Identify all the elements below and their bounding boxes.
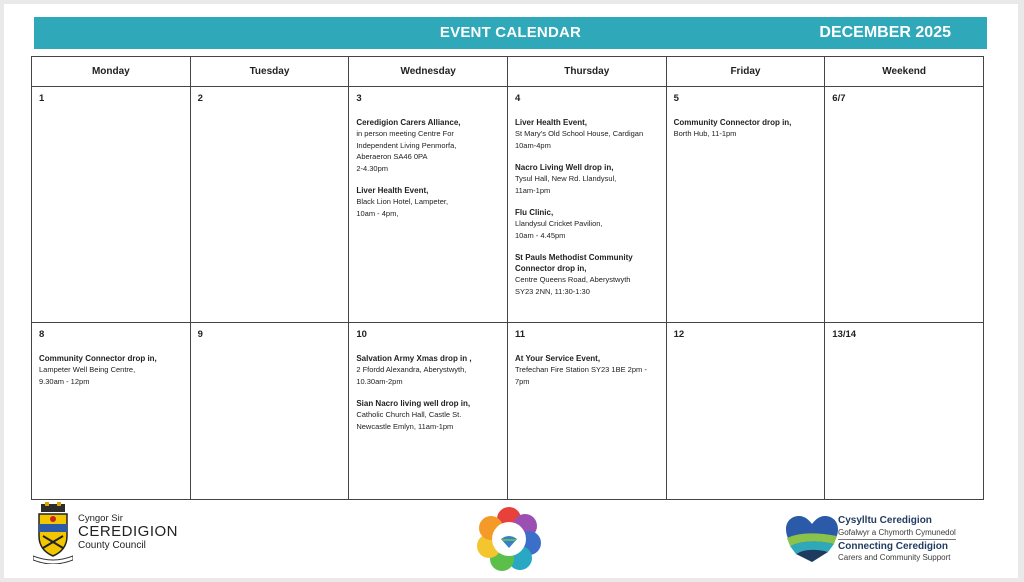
- flower-logo-icon: [476, 506, 542, 572]
- day-cell: [507, 87, 666, 323]
- event-item: [674, 117, 819, 140]
- day-number: 6/7: [832, 93, 846, 104]
- event-title: Liver Health Event,: [356, 186, 429, 195]
- event-item: [515, 117, 660, 151]
- event-title: Liver Health Event,: [514, 118, 587, 127]
- day-number: 11: [514, 329, 526, 340]
- event-detail: SY23 2NN, 11:30-1:30: [514, 286, 590, 296]
- header-weekend: Weekend: [825, 57, 984, 87]
- day-cell: [32, 323, 191, 500]
- header-banner: [34, 17, 987, 49]
- day-cell: [190, 87, 349, 323]
- event-detail: 2 Ffordd Alexandra, Aberystwyth,: [356, 365, 467, 374]
- day-number: 1: [39, 93, 45, 104]
- day-number: 9: [197, 329, 203, 340]
- council-logo: [33, 502, 193, 566]
- day-cell: [190, 323, 349, 500]
- calendar-grid: [31, 56, 984, 500]
- event-item: [515, 252, 660, 297]
- council-line1: Cyngor Sir: [78, 513, 123, 524]
- event-detail: Black Lion Hotel, Lampeter,: [356, 197, 449, 206]
- event-detail: 7pm: [514, 376, 530, 386]
- event-title: St Pauls Methodist Community Connector drop in,: [514, 253, 633, 273]
- day-number: 5: [673, 93, 679, 104]
- event-detail: Borth Hub, 11-1pm: [673, 129, 737, 138]
- event-detail: 10am - 4.45pm: [514, 230, 566, 240]
- event-title: Sian Nacro living well drop in,: [356, 399, 471, 408]
- event-detail: Aberaeron SA46 0PA: [356, 152, 428, 161]
- day-number: 2: [197, 93, 203, 104]
- event-title: Nacro Living Well drop in,: [514, 163, 614, 172]
- event-detail: Catholic Church Hall, Castle St.: [356, 410, 462, 419]
- day-cell: [349, 87, 508, 323]
- event-detail: Independent Living Penmorfa,: [356, 140, 457, 150]
- event-title: Community Connector drop in,: [673, 118, 792, 127]
- event-title: At Your Service Event,: [514, 354, 601, 363]
- council-crest-icon: [33, 502, 73, 564]
- header-friday: Friday: [666, 57, 825, 87]
- day-cell: [825, 87, 984, 323]
- day-number: 4: [514, 93, 521, 104]
- weekday-header-row: [32, 57, 984, 87]
- header-thursday: Thursday: [507, 57, 666, 87]
- event-item: [356, 185, 501, 219]
- page-title: EVENT CALENDAR: [439, 24, 582, 41]
- day-cell: [32, 87, 191, 323]
- event-detail: 10am-4pm: [514, 140, 551, 150]
- event-detail: 9.30am - 12pm: [39, 376, 90, 386]
- connecting-line4: Carers and Community Support: [838, 553, 951, 562]
- header-wednesday: Wednesday: [349, 57, 508, 87]
- connecting-ceredigion-name: [838, 515, 956, 563]
- day-number: 8: [39, 329, 45, 340]
- week-row: [32, 87, 984, 323]
- event-detail: 11am-1pm: [514, 185, 551, 195]
- event-item: [356, 398, 501, 432]
- day-number: 13/14: [832, 329, 857, 340]
- day-cell: [666, 87, 825, 323]
- day-cell: [507, 323, 666, 500]
- month-label: DECEMBER 2025: [819, 24, 951, 41]
- event-detail: St Mary's Old School House, Cardigan: [514, 129, 644, 138]
- council-name: [78, 513, 178, 552]
- header-monday: Monday: [32, 57, 191, 87]
- event-title: Flu Clinic,: [514, 208, 554, 217]
- event-title: Community Connector drop in,: [39, 354, 157, 363]
- event-detail: 2-4.30pm: [356, 163, 388, 173]
- event-detail: 10am - 4pm,: [356, 208, 399, 218]
- event-item: [515, 353, 660, 387]
- connecting-line2: Gofalwyr a Chymorth Cymunedol: [838, 528, 956, 537]
- day-cell: [825, 323, 984, 500]
- council-line3: County Council: [78, 540, 146, 551]
- event-detail: 10.30am-2pm: [356, 376, 403, 386]
- event-item: [515, 162, 660, 196]
- council-line2: CEREDIGION: [78, 523, 179, 540]
- day-number: 10: [356, 329, 367, 340]
- event-item: [515, 207, 660, 241]
- event-item: [356, 353, 501, 387]
- day-cell: [666, 323, 825, 500]
- connecting-line3: Connecting Ceredigion: [838, 539, 956, 553]
- event-title: Ceredigion Carers Alliance,: [356, 118, 461, 127]
- event-item: [356, 117, 501, 174]
- day-number: 3: [356, 93, 362, 104]
- event-detail: Tysul Hall, New Rd. Llandysul,: [514, 174, 617, 183]
- event-detail: Centre Queens Road, Aberystwyth: [514, 275, 631, 284]
- event-item: [39, 353, 184, 387]
- event-detail: Lampeter Well Being Centre,: [39, 365, 136, 374]
- header-tuesday: Tuesday: [190, 57, 349, 87]
- event-detail: Llandysul Cricket Pavilion,: [514, 219, 603, 228]
- connecting-line1: Cysylltu Ceredigion: [838, 515, 932, 526]
- heart-landscape-icon: [784, 514, 840, 564]
- week-row: [32, 323, 984, 500]
- event-detail: in person meeting Centre For: [356, 129, 454, 138]
- event-detail: Newcastle Emlyn, 11am-1pm: [356, 421, 454, 431]
- day-number: 12: [673, 329, 685, 340]
- event-detail: Trefechan Fire Station SY23 1BE 2pm -: [514, 365, 647, 374]
- event-title: Salvation Army Xmas drop in ,: [356, 354, 472, 363]
- day-cell: [349, 323, 508, 500]
